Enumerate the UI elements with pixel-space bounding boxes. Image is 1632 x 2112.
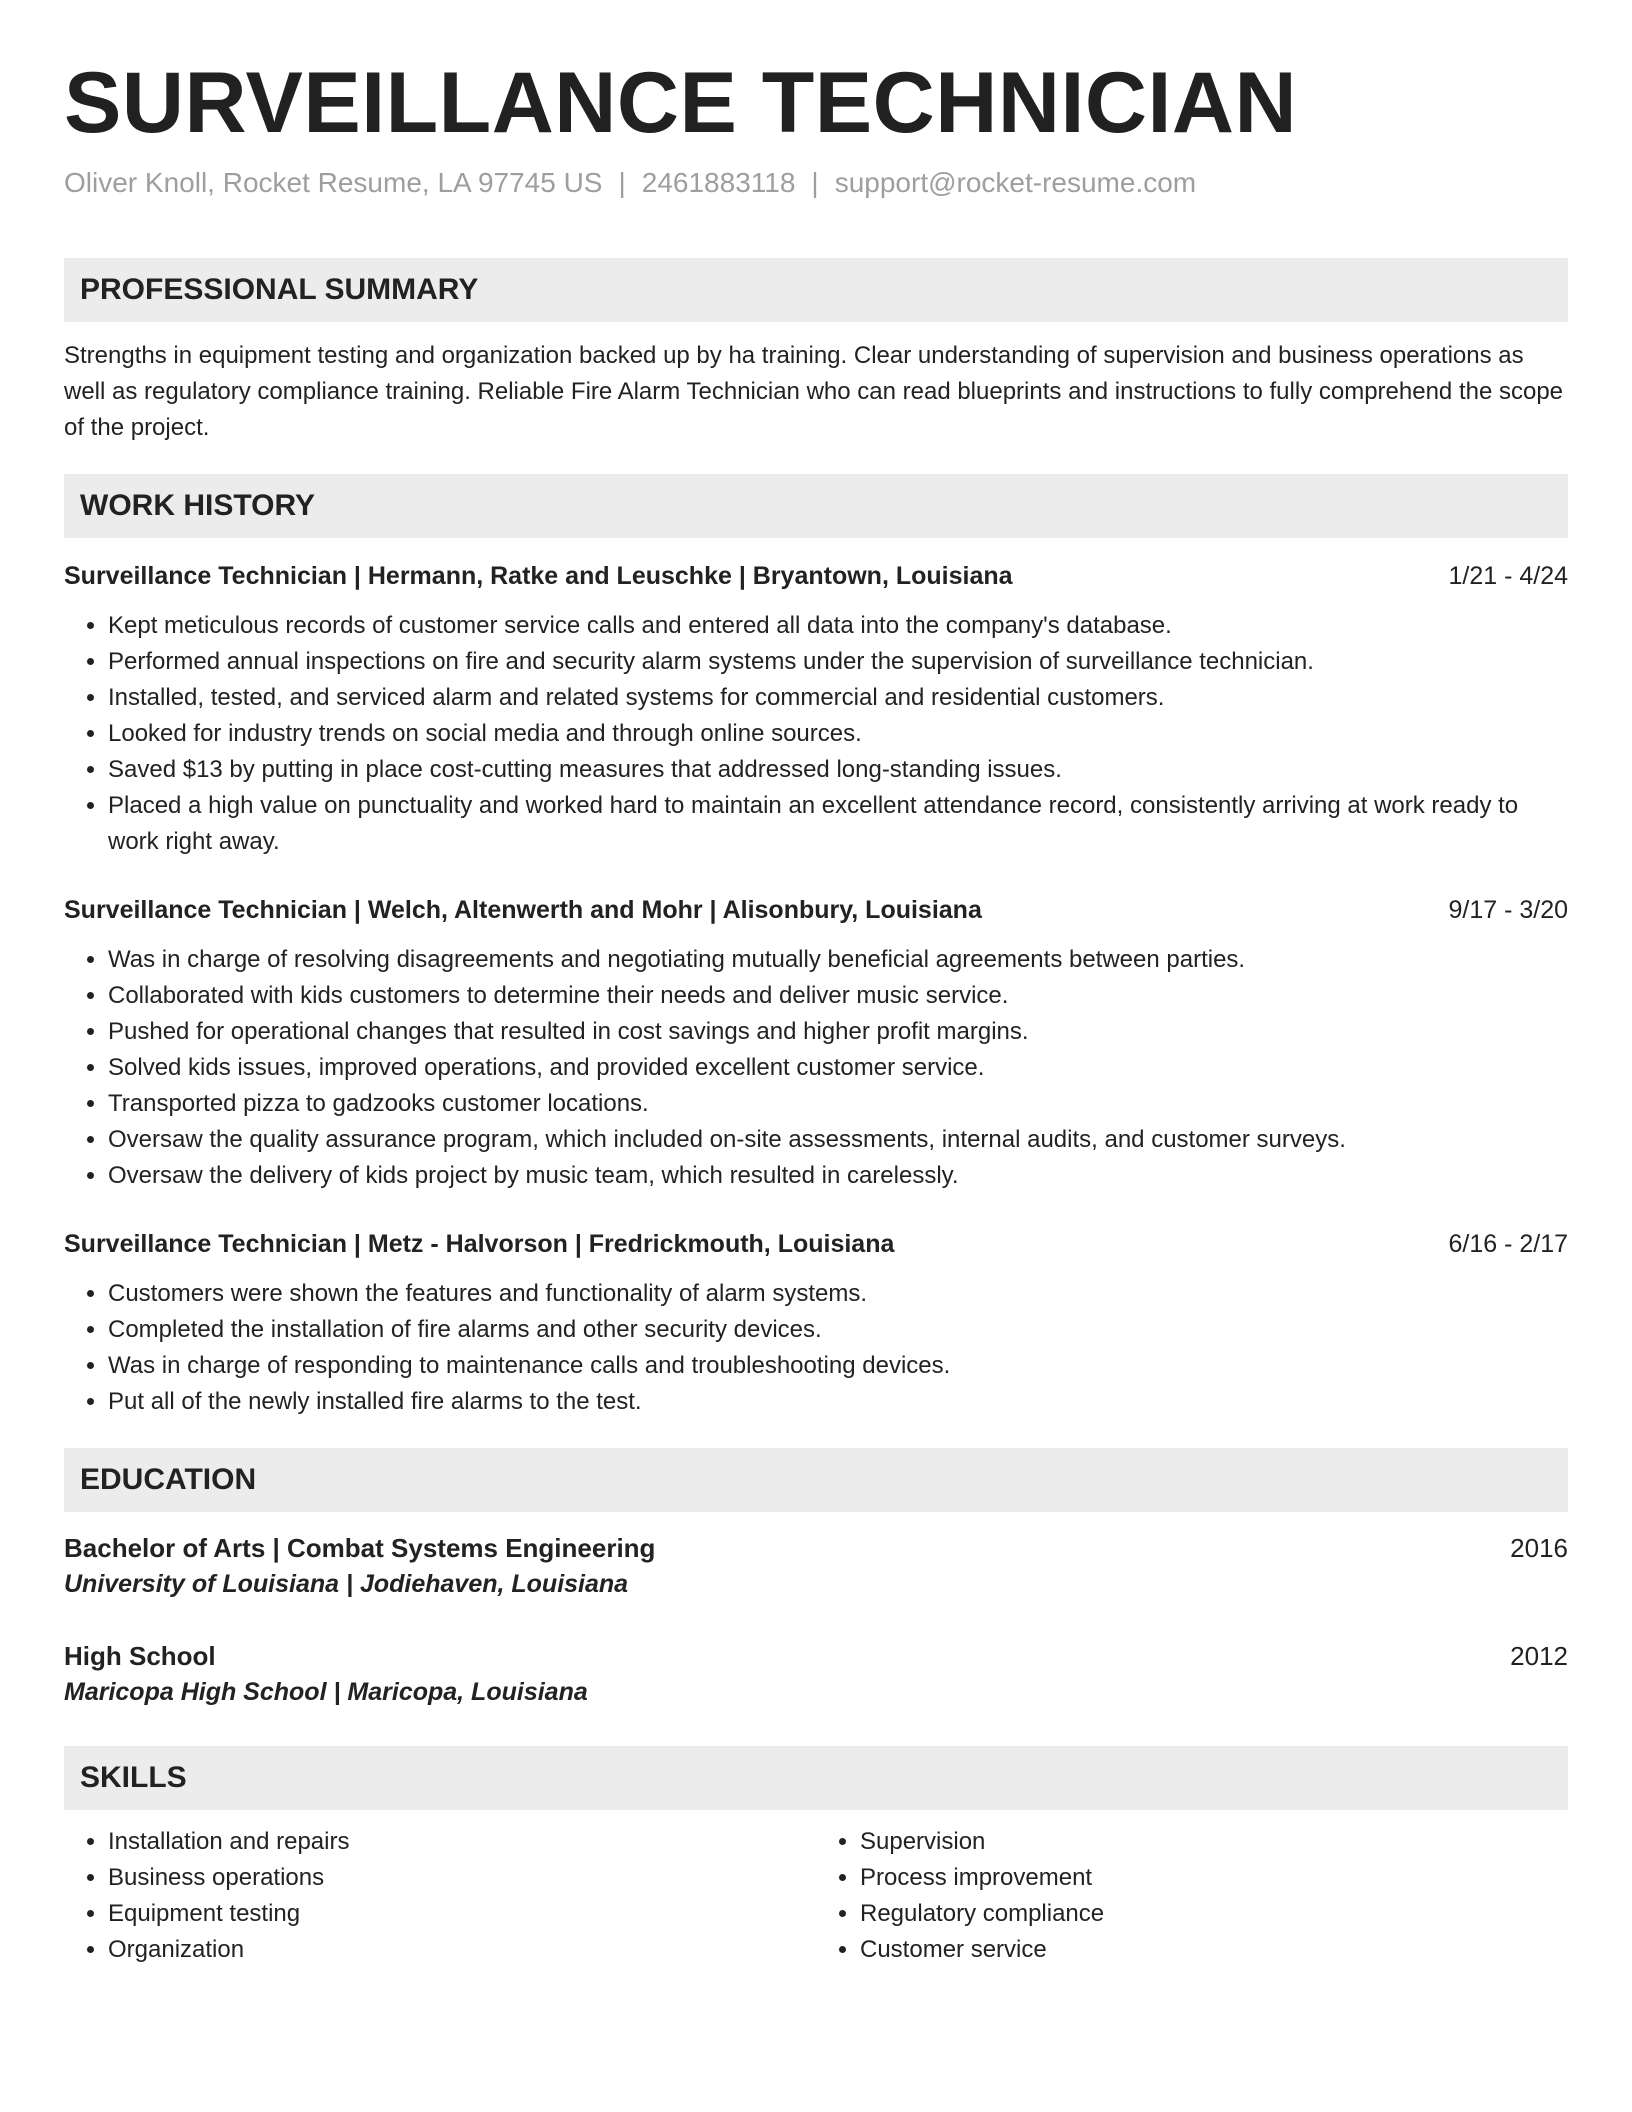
job-bullet: • Collaborated with kids customers to determine their needs and deliver music service. (108, 978, 1568, 1014)
job-bullet: • Saved $13 by putting in place cost-cutting measures that addressed long-standing issues. (108, 752, 1568, 788)
contact-phone: 2461883118 (641, 166, 796, 198)
contact-address: Oliver Knoll, Rocket Resume, LA 97745 US (64, 166, 603, 198)
skills-list (64, 1824, 1568, 1968)
job-bullet: • Was in charge of resolving disagreements and negotiating mutually beneficial agreements between parties. (108, 942, 1568, 978)
contact-email[interactable]: support@rocket-resume.com (834, 166, 1197, 198)
job-bullets (64, 942, 1568, 1194)
job-title: Surveillance Technician | Welch, Altenwerth and Mohr | Alisonbury, Louisiana (64, 895, 982, 924)
section-heading-summary: PROFESSIONAL SUMMARY (64, 258, 1568, 322)
summary-text: Strengths in equipment testing and organization backed up by ha training. Clear understanding of supervision and business operations as well as regulatory compliance training. Reliable Fire Alarm Technician who can read blueprints and instructions to fully comprehend the scope of the project. (64, 341, 1564, 441)
job-bullets (64, 608, 1568, 860)
job-bullet: • Performed annual inspections on fire and security alarm systems under the supervision of surveillance technician. (108, 644, 1568, 680)
education-year: 2016 (1510, 1532, 1568, 1563)
job-dates: 6/16 - 2/17 (1448, 1229, 1568, 1258)
contact-line (64, 163, 1568, 202)
section-heading-education: EDUCATION (64, 1448, 1568, 1512)
job-bullet: • Was in charge of responding to maintenance calls and troubleshooting devices. (108, 1348, 1568, 1384)
education-school: University of Louisiana | Jodiehaven, Louisiana (64, 1569, 629, 1598)
job-entry (64, 558, 1568, 860)
education-degree: Bachelor of Arts | Combat Systems Engineering (64, 1532, 656, 1563)
job-bullet: • Installed, tested, and serviced alarm and related systems for commercial and residential customers. (108, 680, 1568, 716)
education-entry (64, 1638, 1568, 1710)
job-entry (64, 1226, 1568, 1420)
skills-column-left (64, 1824, 816, 1968)
skill-item: • Regulatory compliance (860, 1896, 1568, 1932)
skill-item: • Business operations (108, 1860, 816, 1896)
job-bullet: • Put all of the newly installed fire alarms to the test. (108, 1384, 1568, 1420)
skill-item: • Process improvement (860, 1860, 1568, 1896)
education-entry (64, 1530, 1568, 1602)
skill-item: • Supervision (860, 1824, 1568, 1860)
job-dates: 9/17 - 3/20 (1448, 895, 1568, 924)
skill-item: • Organization (108, 1932, 816, 1968)
education-school: Maricopa High School | Maricopa, Louisiana (64, 1677, 588, 1706)
education-year: 2012 (1510, 1640, 1568, 1671)
section-heading-skills: SKILLS (64, 1746, 1568, 1810)
job-bullet: • Completed the installation of fire alarms and other security devices. (108, 1312, 1568, 1348)
job-bullets (64, 1276, 1568, 1420)
job-bullet: • Customers were shown the features and functionality of alarm systems. (108, 1276, 1568, 1312)
job-bullet: • Oversaw the quality assurance program, which included on-site assessments, internal audits, and customer surveys. (108, 1122, 1568, 1158)
contact-separator: | (618, 166, 626, 198)
skill-item: • Customer service (860, 1932, 1568, 1968)
skills-column-right (816, 1824, 1568, 1968)
job-bullet: • Kept meticulous records of customer service calls and entered all data into the company's database. (108, 608, 1568, 644)
resume-title: SURVEILLANCE TECHNICIAN (64, 55, 1298, 151)
job-bullet: • Looked for industry trends on social media and through online sources. (108, 716, 1568, 752)
job-title: Surveillance Technician | Hermann, Ratke and Leuschke | Bryantown, Louisiana (64, 561, 1013, 590)
education-degree: High School (64, 1640, 216, 1671)
job-entry (64, 892, 1568, 1194)
job-bullet: • Oversaw the delivery of kids project by music team, which resulted in carelessly. (108, 1158, 1568, 1194)
job-bullet: • Pushed for operational changes that resulted in cost savings and higher profit margins. (108, 1014, 1568, 1050)
job-bullet: • Solved kids issues, improved operations, and provided excellent customer service. (108, 1050, 1568, 1086)
job-title: Surveillance Technician | Metz - Halvorson | Fredrickmouth, Louisiana (64, 1229, 895, 1258)
skill-item: • Equipment testing (108, 1896, 816, 1932)
job-bullet: • Placed a high value on punctuality and worked hard to maintain an excellent attendance record, consistently arriving at work ready to work right away. (108, 788, 1568, 860)
job-dates: 1/21 - 4/24 (1448, 561, 1568, 590)
job-bullet: • Transported pizza to gadzooks customer locations. (108, 1086, 1568, 1122)
skill-item: • Installation and repairs (108, 1824, 816, 1860)
section-heading-work-history: WORK HISTORY (64, 474, 1568, 538)
contact-separator: | (811, 166, 819, 198)
